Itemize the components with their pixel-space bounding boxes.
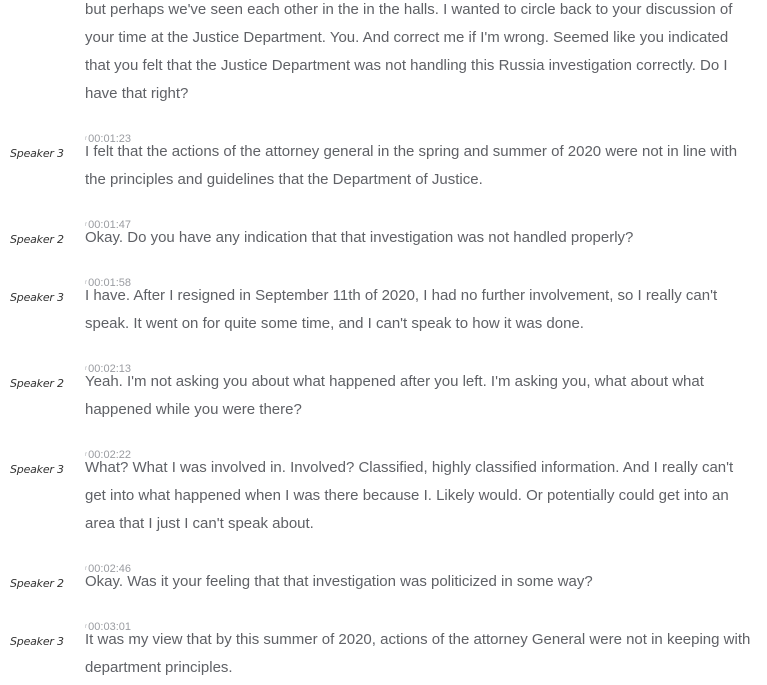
timestamp-marker-icon: ʳ: [85, 278, 88, 288]
timestamp-marker-icon: ʳ: [85, 364, 88, 374]
speaker-label: Speaker 2: [10, 233, 64, 246]
timestamp[interactable]: $^ʳ$00:01:58: [85, 277, 131, 289]
speaker-label: Speaker 2: [10, 577, 64, 590]
segment-text: What? What I was involved in. Involved? Classified, highly classified information. And I really can't get into what happened when I was there because I. Likely would. Or potentially could get into an area that I just I can't speak about.: [85, 459, 734, 532]
timestamp-marker-icon: ʳ: [85, 220, 88, 230]
timestamp[interactable]: $^ʳ$00:02:13: [85, 363, 131, 375]
segment-text: Yeah. I'm not asking you about what happened after you left. I'm asking you, what about what happened while you were there?: [85, 373, 704, 418]
timestamp-marker-icon: ʳ: [85, 564, 88, 574]
timestamp-marker-icon: ʳ: [85, 622, 88, 632]
segment-text: I felt that the actions of the attorney general in the spring and summer of 2020 were not in line with the principles and guidelines that the Department of Justice.: [85, 143, 738, 188]
timestamp[interactable]: $^ʳ$00:03:01: [85, 621, 131, 633]
speaker-label: Speaker 3: [10, 463, 64, 476]
timestamp-marker-icon: ʳ: [85, 134, 88, 144]
segment-text: Okay. Was it your feeling that that investigation was politicized in some way?: [85, 573, 593, 590]
timestamp[interactable]: $^ʳ$00:02:22: [85, 449, 131, 461]
timestamp-marker-icon: ʳ: [85, 450, 88, 460]
speaker-label: Speaker 3: [10, 635, 64, 648]
segment-text: It was my view that by this summer of 2020, actions of the attorney General were not in keeping with department principles.: [85, 631, 751, 676]
segment-text: Okay. Do you have any indication that that investigation was not handled properly?: [85, 229, 634, 246]
timestamp[interactable]: $^ʳ$00:01:47: [85, 219, 131, 231]
segment-text: I have. After I resigned in September 11th of 2020, I had no further involvement, so I really can't speak. It went on for quite some time, and I can't speak to how it was done.: [85, 287, 718, 332]
timestamp[interactable]: $^ʳ$00:02:46: [85, 563, 131, 575]
speaker-label: Speaker 3: [10, 291, 64, 304]
speaker-label: Speaker 2: [10, 377, 64, 390]
timestamp[interactable]: $^ʳ$00:01:23: [85, 133, 131, 145]
segment-text: but perhaps we've seen each other in the in the halls. I wanted to circle back to your discussion of your time at the Justice Department. You. And correct me if I'm wrong. Seemed like you indicated that you felt that the Justice Department was not handling this Russia investigation correctly. Do I have that right?: [85, 1, 733, 102]
speaker-label: Speaker 3: [10, 147, 64, 160]
